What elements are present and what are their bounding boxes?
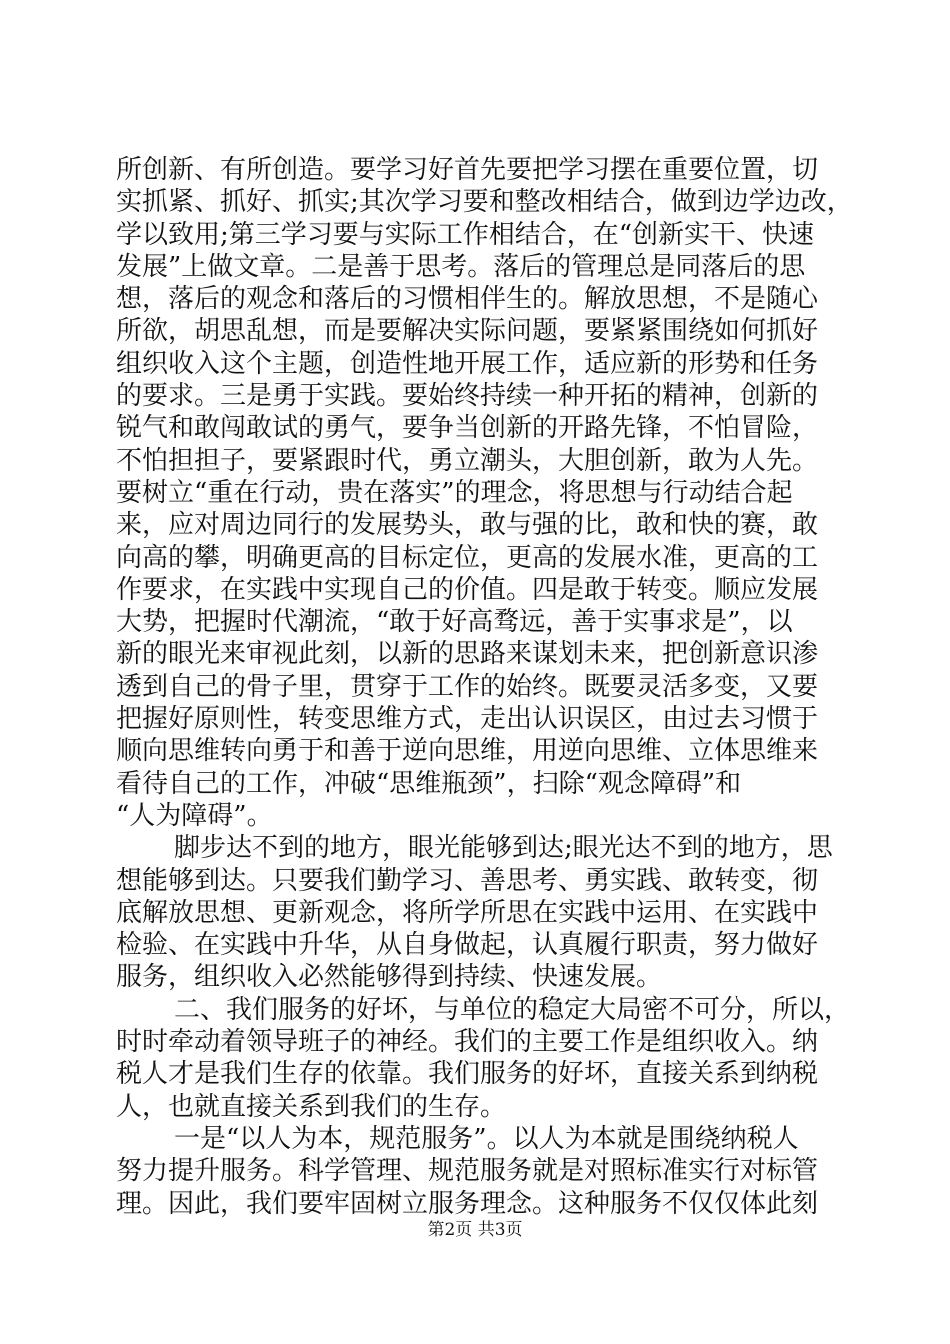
paragraph-start-line: 一是“以人为本，规范服务”。以人为本就是围绕纳税人	[174, 1123, 799, 1154]
text-line: 要树立“重在行动，贵在落实”的理念，将思想与行动结合起	[116, 477, 793, 508]
text-line: 所欲，胡思乱想，而是要解决实际问题，要紧紧围绕如何抓好	[116, 316, 819, 347]
paragraph-start-line: 二、我们服务的好坏，与单位的稳定大局密不可分，所以，	[174, 994, 851, 1025]
text-line: 不怕担担子，要紧跟时代，勇立潮头，大胆创新，敢为人先。	[116, 445, 819, 476]
text-line: 努力提升服务。科学管理、规范服务就是对照标准实行对标管	[116, 1156, 819, 1187]
text-line: 锐气和敢闯敢试的勇气，要争当创新的开路先锋，不怕冒险，	[116, 413, 819, 444]
text-line: 所创新、有所创造。要学习好首先要把学习摆在重要位置，切	[116, 155, 819, 185]
text-line: 学以致用;第三学习要与实际工作相结合，在“创新实干、快速	[116, 219, 815, 250]
text-line: 底解放思想、更新观念，将所学所思在实践中运用、在实践中	[116, 897, 819, 928]
text-line: 把握好原则性，转变思维方式，走出认识误区，由过去习惯于	[116, 704, 819, 735]
text-line: 理。因此，我们要牢固树立服务理念。这种服务不仅仅体此刻	[116, 1188, 819, 1219]
paragraph-start-line: 脚步达不到的地方，眼光能够到达;眼光达不到的地方，思	[174, 833, 833, 864]
text-line: 的要求。三是勇于实践。要始终持续一种开拓的精神，创新的	[116, 381, 819, 412]
text-line: 组织收入这个主题，创造性地开展工作，适应新的形势和任务	[116, 348, 819, 379]
text-line: 税人才是我们生存的依靠。我们服务的好坏，直接关系到纳税	[116, 1059, 819, 1090]
text-line: 人，也就直接关系到我们的生存。	[116, 1091, 507, 1122]
text-line: 看待自己的工作，冲破“思维瓶颈”，扫除“观念障碍”和	[116, 768, 742, 799]
page-number-footer: 第2页 共3页	[427, 1220, 523, 1240]
text-line: 发展”上做文章。二是善于思考。落后的管理总是同落后的思	[116, 251, 806, 282]
text-line: 大势，把握时代潮流，“敢于好高骛远，善于实事求是”，以	[116, 607, 793, 638]
text-line: 向高的攀，明确更高的目标定位，更高的发展水准，更高的工	[116, 542, 819, 573]
text-line: 作要求，在实践中实现自己的价值。四是敢于转变。顺应发展	[116, 574, 819, 605]
text-line: 想能够到达。只要我们勤学习、善思考、勇实践、敢转变，彻	[116, 865, 819, 896]
text-line: 实抓紧、抓好、抓实;其次学习要和整改相结合，做到边学边改，	[116, 187, 853, 218]
text-line: 来，应对周边同行的发展势头，敢与强的比，敢和快的赛，敢	[116, 510, 819, 541]
text-line: “人为障碍”。	[116, 800, 273, 831]
text-line: 透到自己的骨子里，贯穿于工作的始终。既要灵活多变，又要	[116, 671, 819, 702]
text-line: 想，落后的观念和落后的习惯相伴生的。解放思想，不是随心	[116, 284, 819, 315]
text-line: 顺向思维转向勇于和善于逆向思维，用逆向思维、立体思维来	[116, 736, 819, 767]
text-line: 时时牵动着领导班子的神经。我们的主要工作是组织收入。纳	[116, 1027, 819, 1058]
text-line: 服务，组织收入必然能够得到持续、快速发展。	[116, 962, 663, 993]
document-body	[116, 154, 853, 1220]
text-line: 新的眼光来审视此刻，以新的思路来谋划未来，把创新意识渗	[116, 639, 819, 670]
text-line: 检验、在实践中升华，从自身做起，认真履行职责，努力做好	[116, 930, 819, 961]
